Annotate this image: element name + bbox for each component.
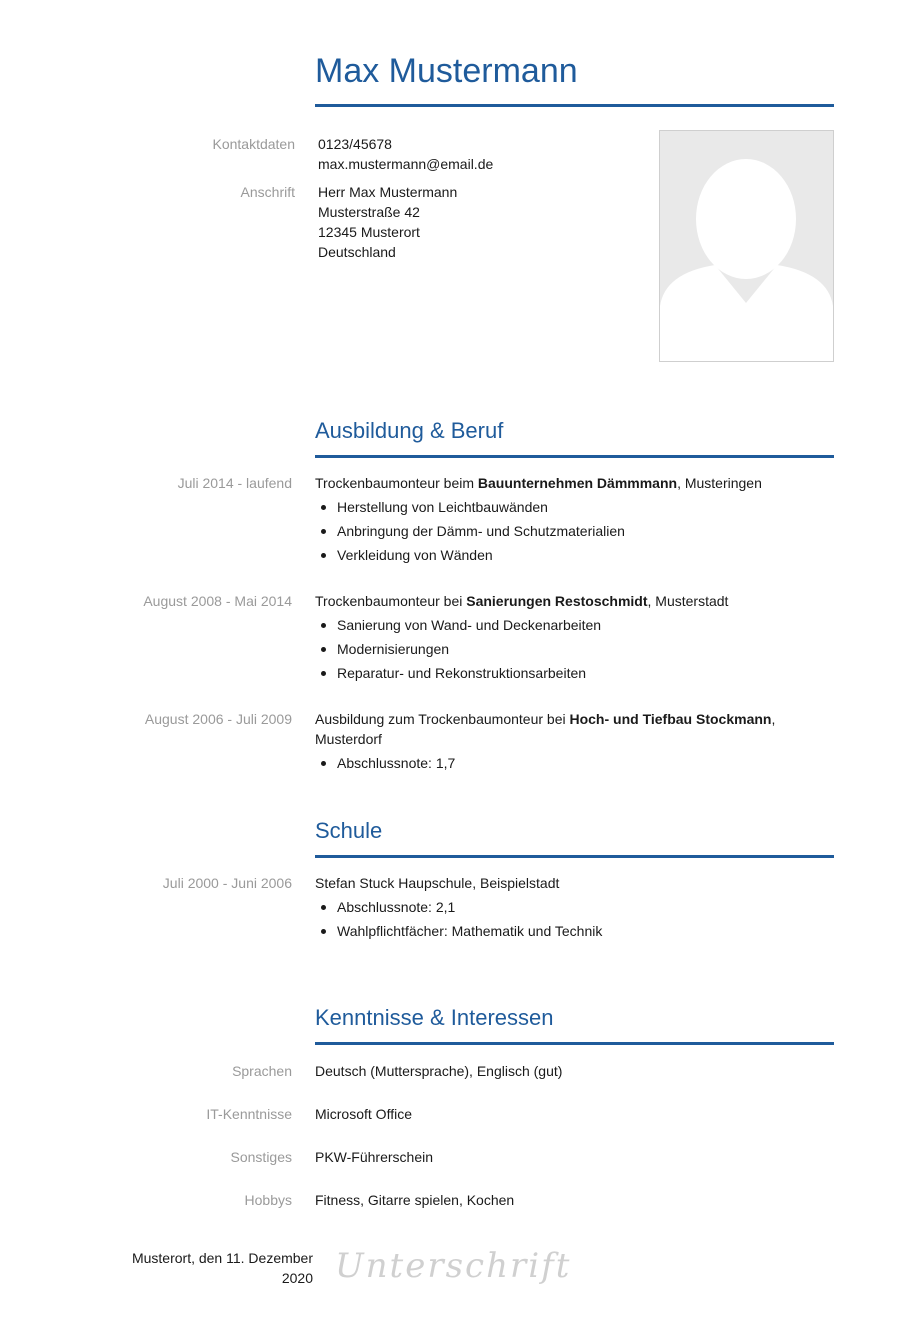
section-title-career: Ausbildung & Beruf [315,418,504,443]
address-line: Deutschland [318,244,396,260]
profile-photo [659,130,834,362]
entry-date: August 2008 - Mai 2014 [143,593,292,609]
contact-label: Kontaktdaten [212,136,295,152]
section-divider [315,455,834,458]
section-title-school: Schule [315,818,383,843]
entry-title: Trockenbaumonteur bei Sanierungen Restoschmidt, Musterstadt [315,593,729,609]
entry-bullets [315,615,834,683]
list-item: Abschlussnote: 2,1 [315,897,834,917]
person-silhouette-icon [660,131,833,361]
section-divider [315,855,834,858]
place-date: Musterort, den 11. Dezember 2020 [131,1250,313,1286]
skill-value: Microsoft Office [315,1106,412,1122]
list-item: Modernisierungen [315,639,834,659]
list-item: Reparatur- und Rekonstruktionsarbeiten [315,663,834,683]
list-item: Anbringung der Dämm- und Schutzmaterialien [315,521,834,541]
entry-bullets [315,497,834,565]
contact-phone: 0123/45678 [318,136,392,152]
school-entry [315,873,834,945]
entry-date: Juli 2014 - laufend [177,475,292,491]
page-title: Max Mustermann [315,52,578,90]
list-item: Wahlpflichtfächer: Mathematik und Technik [315,921,834,941]
career-entry [315,591,834,687]
section-title-skills: Kenntnisse & Interessen [315,1005,554,1030]
skill-label: Sonstiges [230,1149,292,1165]
skill-value: Deutsch (Muttersprache), Englisch (gut) [315,1063,563,1079]
entry-bullets [315,897,834,941]
list-item: Herstellung von Leichtbauwänden [315,497,834,517]
entry-title: Trockenbaumonteur beim Bauunternehmen Dämmmann, Musteringen [315,475,762,491]
address-label: Anschrift [240,184,295,200]
entry-date: Juli 2000 - Juni 2006 [162,875,292,891]
list-item: Verkleidung von Wänden [315,545,834,565]
list-item: Abschlussnote: 1,7 [315,753,834,773]
skill-value: PKW-Führerschein [315,1149,434,1165]
career-entry [315,709,834,777]
list-item: Sanierung von Wand- und Deckenarbeiten [315,615,834,635]
entry-title: Ausbildung zum Trockenbaumonteur bei Hoch- und Tiefbau Stockmann, Musterdorf [315,711,776,747]
skill-value: Fitness, Gitarre spielen, Kochen [315,1192,515,1208]
contact-email: max.mustermann@email.de [318,156,494,172]
skill-label: Sprachen [232,1063,292,1079]
signature: Unterschrift [335,1246,572,1286]
title-divider [315,104,834,107]
skill-label: IT-Kenntnisse [206,1106,292,1122]
entry-title: Stefan Stuck Haupschule, Beispielstadt [315,875,560,891]
address-line: 12345 Musterort [318,224,420,240]
entry-date: August 2006 - Juli 2009 [144,711,292,727]
address-line: Musterstraße 42 [318,204,420,220]
section-divider [315,1042,834,1045]
skill-label: Hobbys [244,1192,292,1208]
career-entry [315,473,834,569]
entry-bullets [315,753,834,773]
address-line: Herr Max Mustermann [318,184,458,200]
